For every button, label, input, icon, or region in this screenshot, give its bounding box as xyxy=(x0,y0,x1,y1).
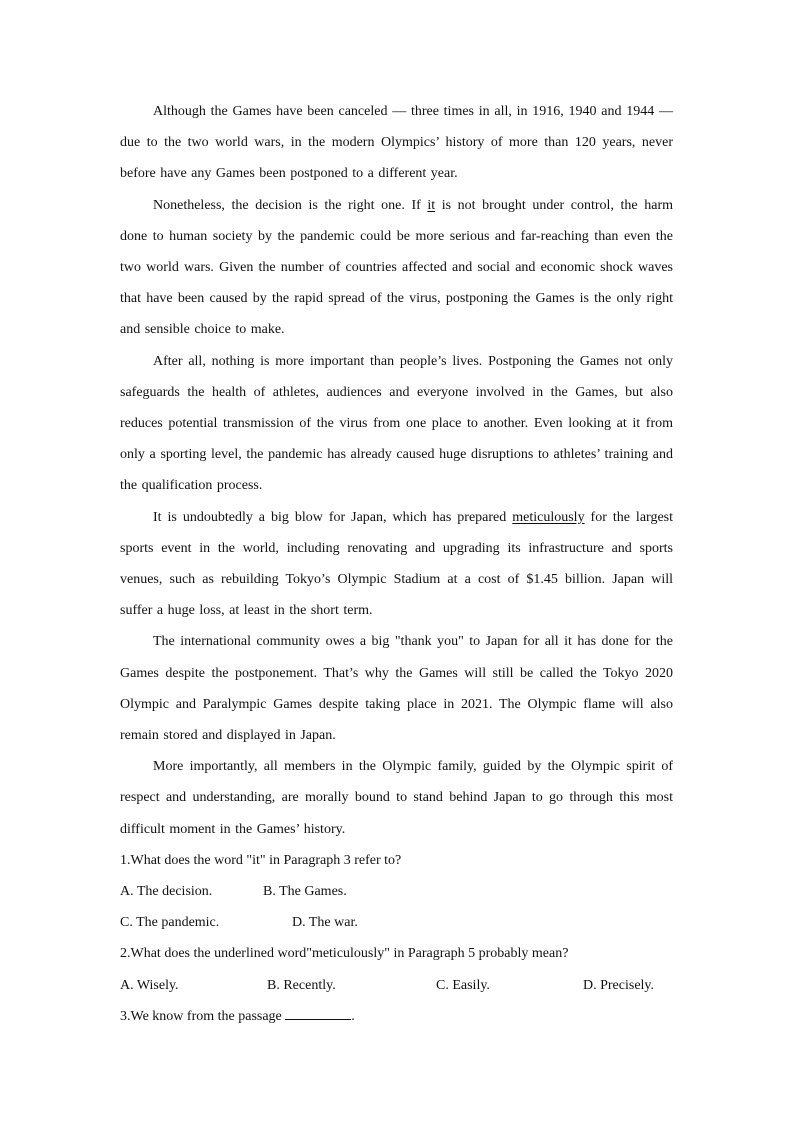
question-3: 3.We know from the passage . xyxy=(120,1001,673,1032)
paragraph-2-text-before: Nonetheless, the decision is the right one. If xyxy=(153,197,428,213)
paragraph-5: The international community owes a big "thank you" to Japan for all it has done for the Games despite the postponement. That’s why the Games will still be called the Tokyo 2020 Olympic and Paralympic Games despite taking place in 2021. The Olympic flame will also remain stored and displayed in Japan. xyxy=(120,634,673,744)
question-1-options-row-1 xyxy=(120,876,673,907)
question-1-option-d: D. The war. xyxy=(292,915,358,931)
paragraph-2-text-after: is not brought under control, the harm done to human society by the pandemic could be more serious and far-reaching than even the two world wars. Given the number of countries affected and social and economic shock waves that have been caused by the rapid spread of the virus, postponing the Games is the only right and sensible choice to make. xyxy=(120,197,673,338)
question-2-option-b: B. Recently. xyxy=(267,977,336,993)
paragraph-3: After all, nothing is more important than people’s lives. Postponing the Games not only safeguards the health of athletes, audiences and everyone involved in the Games, but also reduces potential transmission of the virus from one place to another. Even looking at it from only a sporting level, the pandemic has already caused huge disruptions to athletes’ training and the qualification process. xyxy=(120,353,673,494)
paragraph-2 xyxy=(120,190,673,346)
paragraph-4 xyxy=(120,502,673,627)
question-1-option-b: B. The Games. xyxy=(263,884,347,900)
question-3-stem: 3.We know from the passage xyxy=(120,1008,282,1024)
question-1-option-c: C. The pandemic. xyxy=(120,915,220,931)
underlined-word-it: it xyxy=(427,197,436,213)
question-1-stem: 1.What does the word "it" in Paragraph 3 refer to? xyxy=(120,852,402,868)
question-2-stem: 2.What does the underlined word"meticulously" in Paragraph 5 probably mean? xyxy=(120,946,569,962)
paragraph-1: Although the Games have been canceled — three times in all, in 1916, 1940 and 1944 — due to the two world wars, in the modern Olympics’ history of more than 120 years, never before have any Games been postponed to a different year. xyxy=(120,104,673,182)
question-1-option-a: A. The decision. xyxy=(120,884,213,900)
question-2-option-a: A. Wisely. xyxy=(120,977,179,993)
question-1-options-row-2 xyxy=(120,907,673,938)
question-2-options-row xyxy=(120,970,673,1001)
paragraph-6: More importantly, all members in the Olympic family, guided by the Olympic spirit of respect and understanding, are morally bound to stand behind Japan to go through this most difficult moment in the Games’ history. xyxy=(120,759,673,837)
question-2-option-c: C. Easily. xyxy=(436,977,490,993)
paragraph-4-text-after: for the largest sports event in the world, including renovating and upgrading its infrastructure and sports venues, such as rebuilding Tokyo’s Olympic Stadium at a cost of $1.45 billion. Japan will suffer a huge loss, at least in the short term. xyxy=(120,509,673,619)
passage-body xyxy=(120,96,673,1032)
answer-blank xyxy=(285,1005,351,1020)
question-2-option-d: D. Precisely. xyxy=(583,977,655,993)
underlined-word-meticulously: meticulously xyxy=(512,509,585,525)
paragraph-4-text-before: It is undoubtedly a big blow for Japan, which has prepared xyxy=(153,509,513,525)
